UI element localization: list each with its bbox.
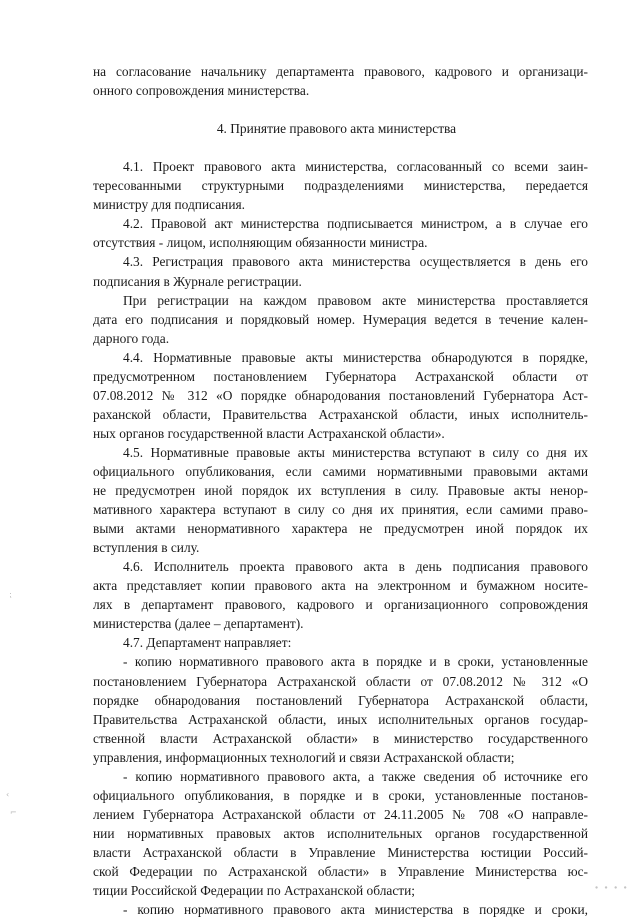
body-line: 4.2. Правовой акт министерства подписывается министром, а в случае его <box>123 216 588 232</box>
body-line: управления, информационных технологий и связи Астраханской области; <box>93 749 515 765</box>
body-line: постановлением Губернатора Астраханской области от 07.08.2012 № 312 «О <box>93 673 588 689</box>
body-line: ственной власти Астраханской области» в министерство государственного <box>93 730 588 746</box>
intro-line: на согласование начальнику департамента правового, кадрового и организаци- <box>93 64 588 79</box>
body-line: Правительства Астраханской области, иных исполнительных органов государ- <box>93 711 588 727</box>
body-line: - копию нормативного правового акта в порядке и в сроки, установленные <box>123 654 588 670</box>
scan-artifact: ⌐ <box>10 808 17 817</box>
body-line: - копию нормативного правового акта, а также сведения об источнике его <box>123 768 588 784</box>
body-line: 4.5. Нормативные правовые акты министерства вступают в силу со дня их <box>123 444 588 460</box>
body-line: ных органов государственной власти Астраханской области». <box>93 425 445 441</box>
document-text <box>93 62 588 919</box>
body-line: дата его подписания и порядковый номер. Нумерация ведется в течение кален- <box>93 311 588 327</box>
body-line: 4.6. Исполнитель проекта правового акта в день подписания правового <box>123 559 588 575</box>
body-line: 4.3. Регистрация правового акта министерства осуществляется в день его <box>123 254 588 270</box>
body-line: ской Федерации по Астраханской области» в Управление Министерства юс- <box>93 863 588 879</box>
body-line: тересованными структурными подразделениями министерства, передается <box>93 178 588 194</box>
body-line: порядке обнародования постановлений Губернатора Астраханской области, <box>93 692 588 708</box>
body-line: не предусмотрен иной порядок их вступления в силу. Правовые акты ненор- <box>93 483 588 499</box>
body-line: дарного года. <box>93 330 170 346</box>
intro-line: онного сопровождения министерства. <box>93 83 310 99</box>
body-line: лением Губернатора Астраханской области от 24.11.2005 № 708 «О направле- <box>93 806 588 822</box>
body-line: 4.4. Нормативные правовые акты министерства обнародуются в порядке, <box>123 349 588 365</box>
body-line: подписания в Журнале регистрации. <box>93 273 302 289</box>
scan-artifact: ∙ ∙ ∙ ∙ <box>594 883 629 892</box>
body-line: При регистрации на каждом правовом акте министерства проставляется <box>123 292 588 308</box>
body-line: акта представляет копии правового акта на электронном и бумажном носите- <box>93 578 588 594</box>
body-line: мативного характера вступают в силу со дня их принятия, если самими право- <box>93 502 588 518</box>
body-line: 4.1. Проект правового акта министерства, согласованный со всеми заин- <box>123 159 588 175</box>
body-line: официального опубликования, в порядке и в сроки, установленные постанов- <box>93 787 588 803</box>
body-line: 07.08.2012 № 312 «О порядке обнародования постановлений Губернатора Аст- <box>93 387 588 403</box>
body-line: власти Астраханской области в Управление Министерства юстиции Россий- <box>93 844 588 860</box>
body-line: вступления в силу. <box>93 540 200 556</box>
section-heading: 4. Принятие правового акта министерства <box>216 121 457 137</box>
body-line: официального опубликования, если самими нормативными правовыми актами <box>93 463 588 479</box>
body-line: 4.7. Департамент направляет: <box>123 635 292 651</box>
spacer <box>93 138 588 157</box>
body-line: отсутствия - лицом, исполняющим обязанности министра. <box>93 235 428 251</box>
body-line: лях в департамент правового, кадрового и организационного сопровождения <box>93 597 588 613</box>
body-line: министру для подписания. <box>93 197 246 213</box>
body-line: министерства (далее – департамент). <box>93 616 304 632</box>
body-line: нии нормативных правовых актов исполнительных органов государственной <box>93 825 588 841</box>
spacer <box>93 100 588 119</box>
body-line: предусмотренном постановлением Губернатора Астраханской области от <box>93 368 588 384</box>
body-line: - копию нормативного правового акта министерства в порядке и сроки, <box>123 902 588 918</box>
scan-artifact: ‹ <box>6 790 10 799</box>
body-line: выми актами ненормативного характера не предусмотрен иной порядок их <box>93 521 588 537</box>
body-line: тиции Российской Федерации по Астраханской области; <box>93 883 416 899</box>
body-line: раханской области, Правительства Астраханской области, иных исполнитель- <box>93 406 588 422</box>
scan-artifact: ⁏ <box>9 590 12 599</box>
